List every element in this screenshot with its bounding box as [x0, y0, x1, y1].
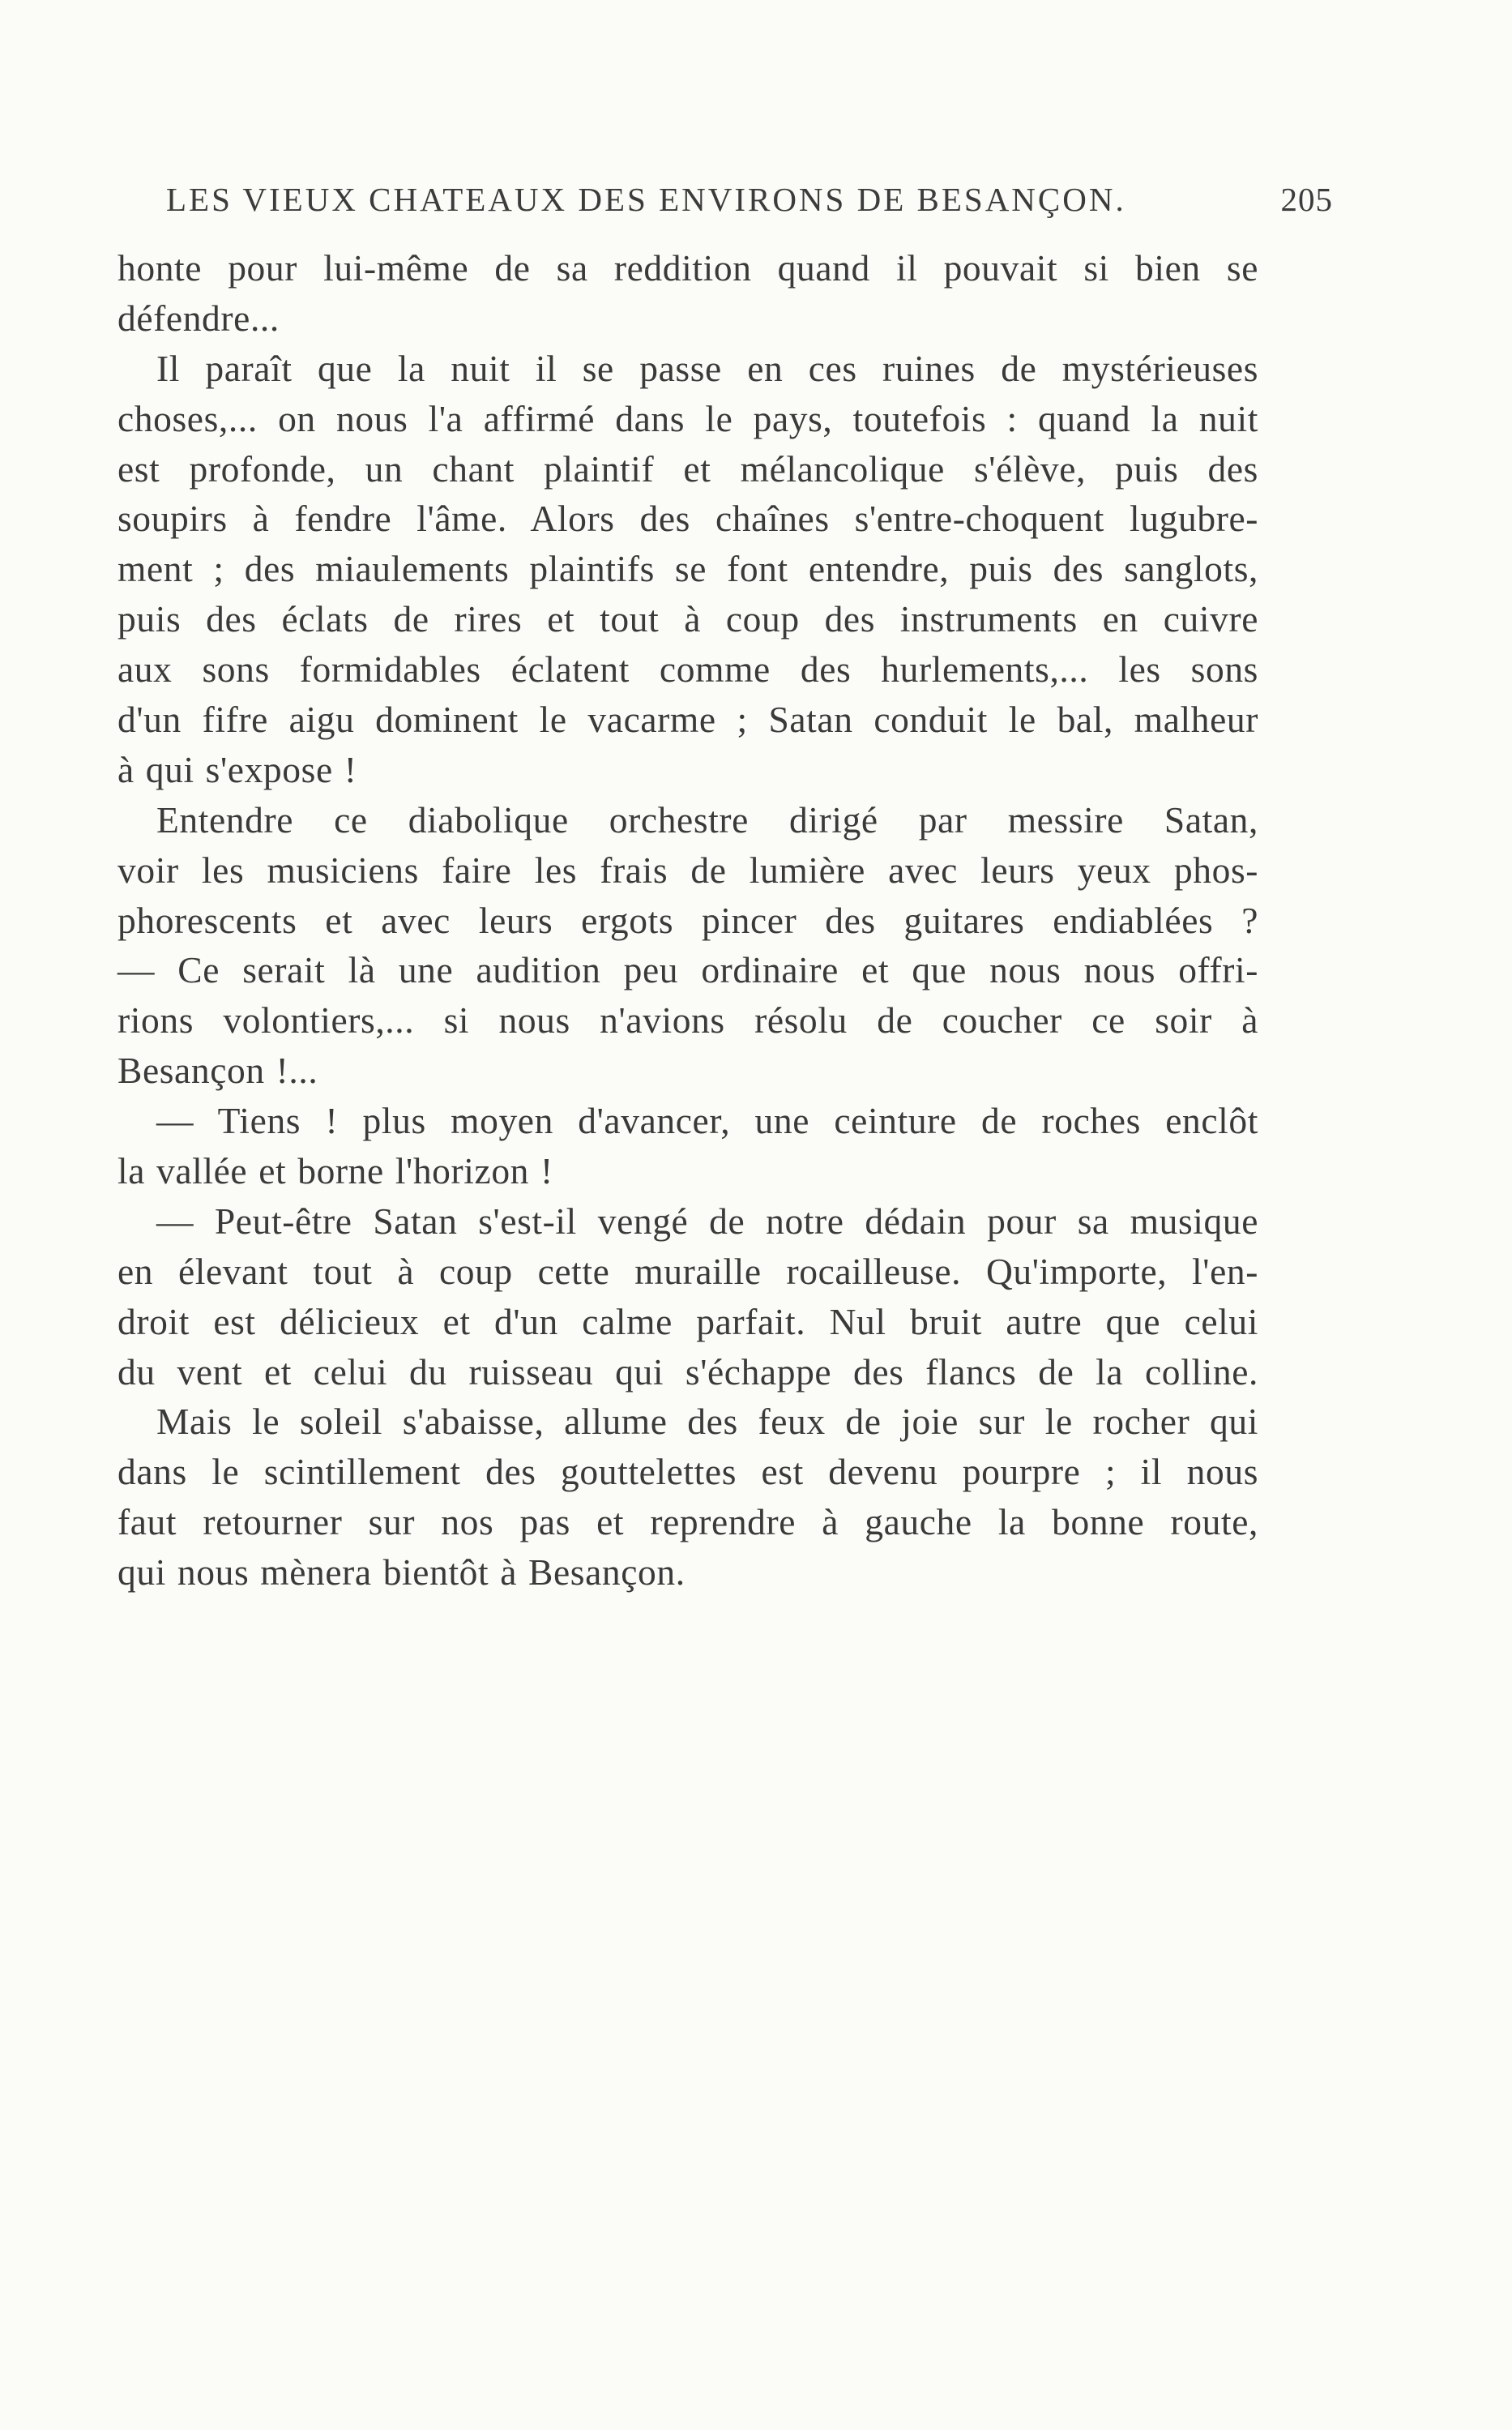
text-line: — Tiens ! plus moyen d'avancer, une ceinture de roches enclôt: [156, 1100, 1258, 1142]
text-line: faut retourner sur nos pas et reprendre à gauche la bonne route,: [117, 1501, 1258, 1543]
body-text: [117, 243, 1258, 1598]
text-line: du vent et celui du ruisseau qui s'échappe des flancs de la colline.: [117, 1350, 1258, 1393]
text-line: soupirs à fendre l'âme. Alors des chaînes s'entre-choquent lugubre-: [117, 498, 1258, 540]
text-line: — Peut-être Satan s'est-il vengé de notre dédain pour sa musique: [156, 1200, 1258, 1242]
text-line: défendre...: [117, 297, 280, 339]
text-line: voir les musiciens faire les frais de lumière avec leurs yeux phos-: [117, 849, 1258, 891]
text-line: à qui s'expose !: [117, 748, 357, 790]
text-line: dans le scintillement des gouttelettes est devenu pourpre ; il nous: [117, 1451, 1258, 1493]
text-line: Mais le soleil s'abaisse, allume des feux de joie sur le rocher qui: [156, 1401, 1258, 1443]
text-line: aux sons formidables éclatent comme des hurlements,... les sons: [117, 648, 1258, 691]
text-line: puis des éclats de rires et tout à coup des instruments en cuivre: [117, 598, 1258, 640]
text-line: Entendre ce diabolique orchestre dirigé par messire Satan,: [156, 798, 1258, 841]
text-line: rions volontiers,... si nous n'avions résolu de coucher ce soir à: [117, 999, 1258, 1042]
text-line: d'un fifre aigu dominent le vacarme ; Satan conduit le bal, malheur: [117, 699, 1258, 741]
running-title: LES VIEUX CHATEAUX DES ENVIRONS DE BESANÇON.: [166, 181, 1126, 218]
text-line: — Ce serait là une audition peu ordinaire et que nous nous offri-: [117, 949, 1258, 991]
text-line: choses,... on nous l'a affirmé dans le pays, toutefois : quand la nuit: [117, 397, 1258, 439]
text-line: qui nous mènera bientôt à Besançon.: [117, 1551, 686, 1594]
text-line: en élevant tout à coup cette muraille rocailleuse. Qu'importe, l'en-: [117, 1250, 1258, 1292]
text-line: honte pour lui-même de sa reddition quand il pouvait si bien se: [117, 247, 1258, 289]
text-line: ment ; des miaulements plaintifs se font entendre, puis des sanglots,: [117, 548, 1258, 590]
text-line: phorescents et avec leurs ergots pincer des guitares endiablées ?: [117, 899, 1258, 941]
text-line: la vallée et borne l'horizon !: [117, 1150, 553, 1192]
page-number: 205: [1280, 181, 1333, 218]
text-line: Besançon !...: [117, 1050, 318, 1092]
text-line: est profonde, un chant plaintif et mélancolique s'élève, puis des: [117, 447, 1258, 490]
running-head: [166, 177, 1333, 222]
text-line: droit est délicieux et d'un calme parfait. Nul bruit autre que celui: [117, 1300, 1258, 1342]
text-line: Il paraît que la nuit il se passe en ces ruines de mystérieuses: [156, 347, 1258, 389]
